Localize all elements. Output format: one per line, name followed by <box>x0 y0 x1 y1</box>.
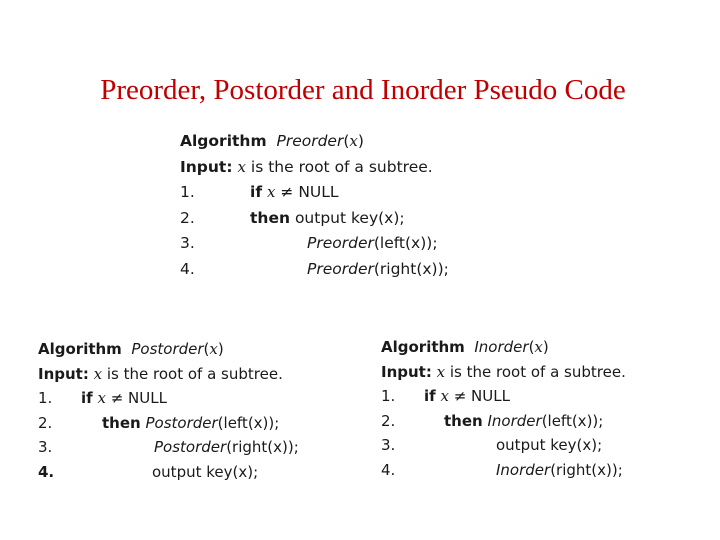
preorder-algorithm <box>180 129 449 282</box>
code-text: (right(x)); <box>550 460 623 479</box>
line-number: 3. <box>381 436 396 454</box>
variable: x <box>436 362 446 381</box>
algorithm-name: Inorder <box>474 338 529 356</box>
code-line-4 <box>381 458 626 483</box>
code-text: ≠ NULL <box>280 183 339 201</box>
then-keyword: then <box>444 411 483 430</box>
variable: x <box>209 340 218 358</box>
code-line-2 <box>381 409 626 434</box>
code-body <box>307 231 438 257</box>
if-keyword: if <box>250 183 263 201</box>
variable: x <box>97 389 106 407</box>
code-line-3 <box>381 433 626 458</box>
line-number: 2. <box>38 413 53 432</box>
algorithm-header: Algorithm Inorder(x) <box>381 338 549 356</box>
line-number: 3. <box>38 438 53 456</box>
input-label: Input: <box>381 362 432 381</box>
code-line-1 <box>38 386 283 411</box>
code-body <box>444 409 603 434</box>
code-text: (right(x)); <box>226 438 299 456</box>
function-call: Preorder <box>307 259 374 278</box>
code-line-3 <box>180 231 438 257</box>
code-body <box>81 386 167 411</box>
variable: x <box>93 364 103 383</box>
code-text: (left(x)); <box>373 234 438 252</box>
line-number: 4. <box>381 460 396 479</box>
code-body <box>154 435 299 460</box>
if-keyword: if <box>81 389 93 407</box>
code-text: (right(x)); <box>373 259 449 278</box>
then-keyword: then <box>102 413 141 432</box>
function-call: Preorder <box>307 234 374 252</box>
variable: x <box>267 183 276 201</box>
input-text: is the root of a subtree. <box>250 157 433 176</box>
code-body <box>102 411 279 436</box>
postorder-algorithm <box>38 337 299 484</box>
code-text: output key(x); <box>152 462 259 481</box>
input-line <box>38 362 283 387</box>
code-line-3 <box>38 435 299 460</box>
line-number: 4. <box>180 259 195 278</box>
code-line-2 <box>180 206 433 232</box>
code-line-1 <box>180 180 433 206</box>
line-number: 2. <box>180 208 195 227</box>
code-line-4 <box>180 257 449 283</box>
function-call: Postorder <box>154 438 227 456</box>
variable: x <box>349 132 358 150</box>
input-text: is the root of a subtree. <box>106 364 283 383</box>
variable: x <box>534 338 543 356</box>
code-body <box>307 257 449 283</box>
code-text: (left(x)); <box>217 413 280 432</box>
code-line-1 <box>381 384 626 409</box>
algorithm-keyword: Algorithm <box>38 340 122 358</box>
slide-title: Preorder, Postorder and Inorder Pseudo Code <box>100 74 626 106</box>
code-line-2 <box>38 411 283 436</box>
code-text: output key(x); <box>294 208 405 227</box>
algorithm-header: Algorithm Postorder(x) <box>38 340 224 358</box>
code-text: output key(x); <box>496 436 603 454</box>
code-body <box>424 384 510 409</box>
code-body <box>496 458 623 483</box>
algorithm-header: Algorithm Preorder(x) <box>180 132 364 150</box>
algorithm-name: Postorder <box>131 340 204 358</box>
code-text: ≠ NULL <box>110 389 167 407</box>
function-call: Inorder <box>496 460 551 479</box>
algorithm-name: Preorder <box>276 132 344 150</box>
input-text: is the root of a subtree. <box>449 362 626 381</box>
input-label: Input: <box>180 157 233 176</box>
function-call: Inorder <box>487 411 542 430</box>
line-number: 1. <box>180 183 195 201</box>
code-text: ≠ NULL <box>453 387 510 405</box>
line-number: 3. <box>180 234 195 252</box>
input-label: Input: <box>38 364 89 383</box>
algorithm-keyword: Algorithm <box>381 338 465 356</box>
line-number: 4. <box>38 462 55 481</box>
function-call: Postorder <box>145 413 218 432</box>
code-line-4 <box>38 460 283 485</box>
input-line <box>180 155 433 181</box>
if-keyword: if <box>424 387 436 405</box>
inorder-algorithm <box>381 335 626 482</box>
then-keyword: then <box>250 208 290 227</box>
variable: x <box>440 387 449 405</box>
variable: x <box>237 157 246 176</box>
code-text: (left(x)); <box>541 411 604 430</box>
input-line <box>381 360 626 385</box>
line-number: 2. <box>381 411 396 430</box>
line-number: 1. <box>38 389 53 407</box>
line-number: 1. <box>381 387 396 405</box>
algorithm-keyword: Algorithm <box>180 132 267 150</box>
